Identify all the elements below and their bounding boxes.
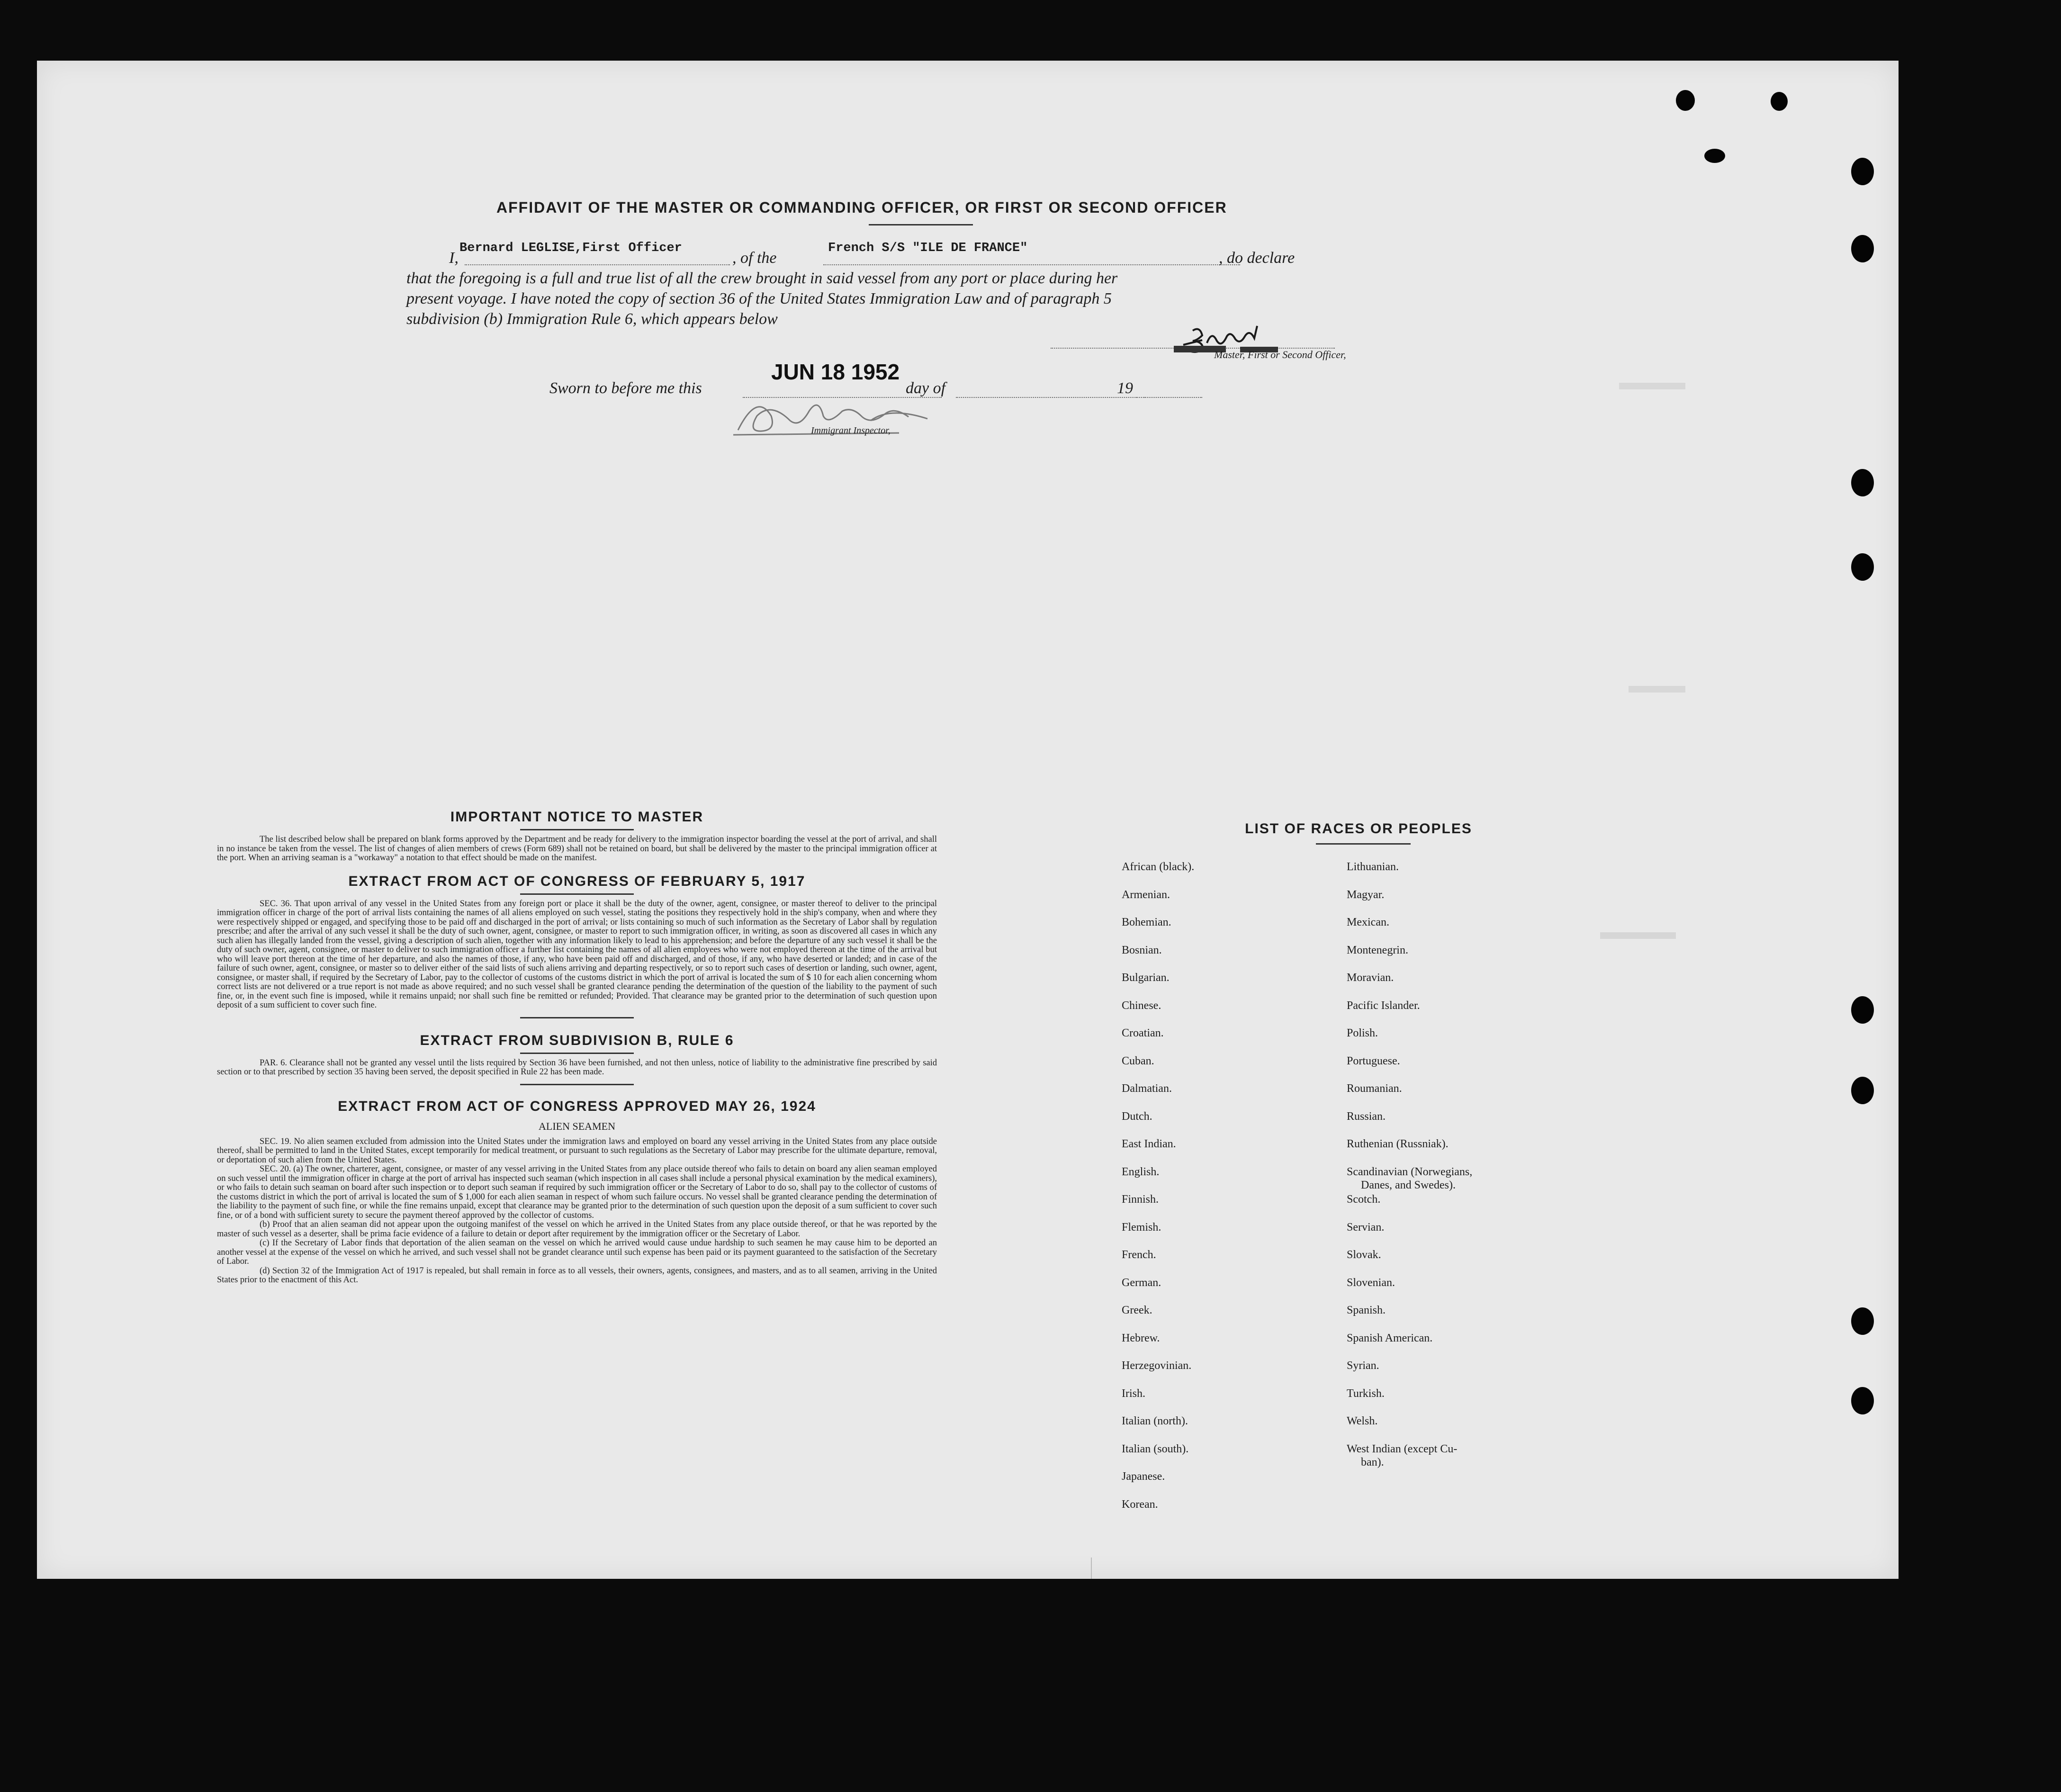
race-item: Chinese. <box>1122 999 1161 1012</box>
race-item: Bulgarian. <box>1122 972 1170 984</box>
race-item: Dutch. <box>1122 1110 1152 1123</box>
binder-hole <box>1851 158 1874 185</box>
alien-seamen-subtitle: ALIEN SEAMEN <box>539 1120 615 1132</box>
race-item: Finnish. <box>1122 1193 1159 1206</box>
notice-title: IMPORTANT NOTICE TO MASTER <box>450 809 704 825</box>
race-item: Turkish. <box>1347 1387 1385 1400</box>
race-item: Roumanian. <box>1347 1082 1402 1095</box>
race-item: Dalmatian. <box>1122 1082 1172 1095</box>
extract-1924-title: EXTRACT FROM ACT OF CONGRESS APPROVED MAY 26, 1924 <box>338 1098 816 1114</box>
rule <box>520 829 634 830</box>
race-item: Spanish. <box>1347 1304 1386 1316</box>
race-item: Danes, and Swedes). <box>1361 1179 1456 1191</box>
rule <box>520 893 634 895</box>
binder-hole <box>1851 1077 1874 1104</box>
affidavit-line: that the foregoing is a full and true list of all the crew brought in said vessel from any port or place during her <box>406 270 1118 287</box>
race-item: Scandinavian (Norwegians, <box>1347 1165 1473 1178</box>
affidavit-of-the: , of the <box>732 249 777 267</box>
race-item: Scotch. <box>1347 1193 1381 1206</box>
race-item: Welsh. <box>1347 1415 1378 1427</box>
bleed-through <box>1600 932 1676 939</box>
race-item: Servian. <box>1347 1221 1385 1234</box>
race-item: Korean. <box>1122 1498 1158 1511</box>
races-right-list <box>1347 860 1565 1470</box>
race-item: Lithuanian. <box>1347 861 1399 873</box>
binder-hole <box>1851 469 1874 496</box>
race-item: Magyar. <box>1347 888 1385 901</box>
sec20b-text: (b) Proof that an alien seaman did not appear upon the outgoing manifest of the vessel on which he arrived in the United States from any place outside thereof, or that he was reported by the master of such vessel as a deserter, shall be prima facie evidence of a failure to detain or deport after requirement by the immigration officer or the Secretary of Labor. <box>217 1220 937 1239</box>
bleed-through <box>1629 686 1685 693</box>
race-item: Flemish. <box>1122 1221 1161 1234</box>
race-item: Moravian. <box>1347 972 1394 984</box>
race-item: Greek. <box>1122 1304 1152 1316</box>
sec19-text: SEC. 19. No alien seamen excluded from admission into the United States under the immigration laws and employed on board any vessel arriving in the United States from any place outside thereof, shall be permitted to land in the United States, except temporarily for medical treatment, or pursuant to such regulations as the Secretary of Labor may prescribe for the ultimate departure, removal, or deportation of such alien from the United States. <box>217 1136 937 1165</box>
race-item: Italian (north). <box>1122 1415 1188 1427</box>
race-item: Croatian. <box>1122 1027 1164 1039</box>
extract-1917-text: SEC. 36. That upon arrival of any vessel in the United States from any foreign port or place it shall be the duty of the owner, agent, consignee, or master thereof to deliver to the principal immigration officer in charge of the port of arrival lists containing the names of all aliens employed on such vessel, stating the positions they respectively hold in the ship's company, when and where they were respectively shipped or engaged, and specifying those to be paid off and discharged in the port of arrival; or lists containing so much of such information as the Secretary of Labor shall by regulation prescribe; and after the arrival of any such vessel it shall be the duty of such owner, agent, consignee, or master to report to such immigration officer, in writing, as soon as discovered all cases in which any such alien has illegally landed from the vessel, giving a description of such alien, together with any information likely to lead to his apprehension; and before the departure of any such vessel it shall be the duty of such owner, agent, consignee, or master to deliver to such immigration officer a further list containing the names of all alien employees who were not employed thereon at the time of the arrival but who will leave port thereon at the time of her departure, and also the names of those, if any, who have been paid off and discharged, and of those, if any, who have deserted or landed; and in case of the failure of such owner, agent, consignee, or master so to deliver either of the said lists of such aliens arriving and departing respectively, or so to report such cases of desertion or landing, such owner, agent, consignee, or master shall, if required by the Secretary of Labor, pay to the collector of customs of the customs district in which the port of arrival is located the sum of $ 10 for each alien concerning whom correct lists are not delivered or a true report is not made as above required; and no such vessel shall be granted clearance pending the determination of the question of the liability to the payment of such fine, or, in the event such fine is imposed, while it remains unpaid; nor shall such fine be remitted or refunded; Provided. That clearance may be granted prior to the determination of such question upon deposit of a sum sufficient to cover such fine. <box>217 899 937 1010</box>
sworn-label: Sworn to before me this <box>549 379 702 397</box>
signature-caption: Master, First or Second Officer, <box>1214 349 1346 360</box>
binder-hole <box>1851 996 1874 1024</box>
race-item: Polish. <box>1347 1027 1378 1039</box>
race-item: Japanese. <box>1122 1470 1165 1483</box>
race-item: Ruthenian (Russniak). <box>1347 1138 1449 1150</box>
rule <box>520 1017 634 1018</box>
binder-hole <box>1851 235 1874 262</box>
race-item: Bosnian. <box>1122 944 1162 956</box>
subdivision-title: EXTRACT FROM SUBDIVISION B, RULE 6 <box>420 1032 734 1048</box>
race-item: Herzegovinian. <box>1122 1360 1192 1372</box>
race-item: East Indian. <box>1122 1138 1176 1150</box>
binder-hole <box>1851 1387 1874 1414</box>
sec20c-text: (c) If the Secretary of Labor finds that deportation of the alien seaman on the vessel on which he arrived would cause undue hardship to such seamen he may cause him to be deported an another vessel at the expense of the vessel on which he arrived, and such vessel shall not be grandet clearance until such expense has been paid or its payment guaranteed to the satisfaction of the Secretary of Labor. <box>217 1238 937 1266</box>
race-item: Bohemian. <box>1122 916 1171 928</box>
race-item: English. <box>1122 1165 1160 1178</box>
notice-text: The list described below shall be prepared on blank forms approved by the Department and be ready for delivery to the immigration inspector boarding the vessel at the port of arrival, and shall in no instance be taken from the vessel. The list of changes of alien members of crews (Form 689) shall not be retained on board, but shall be delivered by the master to the principal immigration officer at the port. When an arriving seaman is a "workaway" a notation to that effect should be made on the manifest. <box>217 835 937 863</box>
race-item: Portuguese. <box>1347 1054 1400 1067</box>
affidavit-line: subdivision (b) Immigration Rule 6, which appears below <box>406 310 778 328</box>
fold-mark <box>1091 1558 1092 1579</box>
punch-mark <box>1676 90 1695 111</box>
title-rule <box>869 224 973 225</box>
day-of-label: day of <box>906 379 946 397</box>
binder-hole <box>1851 1307 1874 1335</box>
document-page <box>37 61 1899 1579</box>
races-title: LIST OF RACES OR PEOPLES <box>1245 821 1472 837</box>
punch-mark <box>1704 149 1725 163</box>
affidavit-title: AFFIDAVIT OF THE MASTER OR COMMANDING OFFICER, OR FIRST OR SECOND OFFICER <box>496 199 1227 216</box>
race-item: West Indian (except Cu- <box>1347 1442 1458 1455</box>
race-item: Spanish American. <box>1347 1332 1433 1344</box>
race-item: Syrian. <box>1347 1360 1379 1372</box>
year-prefix: 19 <box>1117 379 1133 397</box>
inspector-caption: Immigrant Inspector, <box>811 425 891 436</box>
vessel-name: French S/S "ILE DE FRANCE" <box>828 241 1028 255</box>
race-item: Slovenian. <box>1347 1276 1395 1289</box>
binder-hole <box>1851 553 1874 581</box>
date-stamp: JUN 18 1952 <box>771 360 900 384</box>
races-left-list <box>1122 860 1330 1525</box>
name-blank <box>465 264 730 265</box>
race-item: Montenegrin. <box>1347 944 1408 956</box>
race-item: ban). <box>1361 1456 1384 1468</box>
race-item: Hebrew. <box>1122 1332 1160 1344</box>
extract-1917-title: EXTRACT FROM ACT OF CONGRESS OF FEBRUARY 5, 1917 <box>348 873 806 889</box>
rule <box>520 1084 634 1085</box>
race-item: Italian (south). <box>1122 1442 1189 1455</box>
race-item: Cuban. <box>1122 1054 1154 1067</box>
subdivision-text: PAR. 6. Clearance shall not be granted any vessel until the lists required by Section 36 have been furnished, and not then unless, notice of liability to the administrative fine prescribed by said section or to that prescribed by section 35 having been served, the deposit specified in Rule 22 has been made. <box>217 1058 937 1077</box>
race-item: Pacific Islander. <box>1347 999 1420 1012</box>
race-item: Slovak. <box>1347 1249 1381 1261</box>
year-blank <box>1136 397 1202 398</box>
race-item: Mexican. <box>1347 916 1389 928</box>
left-column <box>217 809 937 1285</box>
vessel-blank <box>823 264 1240 265</box>
race-item: Russian. <box>1347 1110 1386 1123</box>
punch-mark <box>1771 92 1788 111</box>
race-item: French. <box>1122 1249 1156 1261</box>
race-item: German. <box>1122 1276 1161 1289</box>
officer-name: Bernard LEGLISE,First Officer <box>459 241 682 255</box>
affidavit-do-declare: , do declare <box>1219 249 1295 267</box>
race-item: African (black). <box>1122 861 1195 873</box>
rule <box>520 1053 634 1054</box>
sec20a-text: SEC. 20. (a) The owner, charterer, agent, consignee, or master of any vessel arriving in the United States from any place outside thereof who fails to detain on board any alien seaman employed on such vessel until the immigration officer in charge at the port of arrival has inspected such seaman (which inspection in all cases shall include a personal physical examination by the medical examiners), or who fails to detain such seaman on board after such inspection or to deport such seaman if required by such immigration officer or the Secretary of Labor to do so, shall pay to the collector of customs of the customs district in which the port of arrival is located the sum of $ 1,000 for each alien seaman in respect of whom such failure occurs. No vessel shall be granted clearance pending the determination of the liability to the payment of such fine, or while the fine remains unpaid, except that clearance may be granted prior to the determination of such question upon the deposit of a sum sufficient to cover such fine, or of a bond with sufficient surety to secure the payment thereof approved by the collector of customs. <box>217 1164 937 1220</box>
sec20d-text: (d) Section 32 of the Immigration Act of 1917 is repealed, but shall remain in force as to all vessels, their owners, agents, consignees, and masters, and as to all seamen, arriving in the United States prior to the enactment of this Act. <box>217 1266 937 1285</box>
rule <box>1316 843 1411 845</box>
race-item: Irish. <box>1122 1387 1145 1400</box>
affidavit-line: present voyage. I have noted the copy of section 36 of the United States Immigration Law and of paragraph 5 <box>406 290 1112 307</box>
affidavit-i: I, <box>449 249 459 267</box>
bleed-through <box>1619 383 1685 389</box>
race-item: Armenian. <box>1122 888 1170 901</box>
